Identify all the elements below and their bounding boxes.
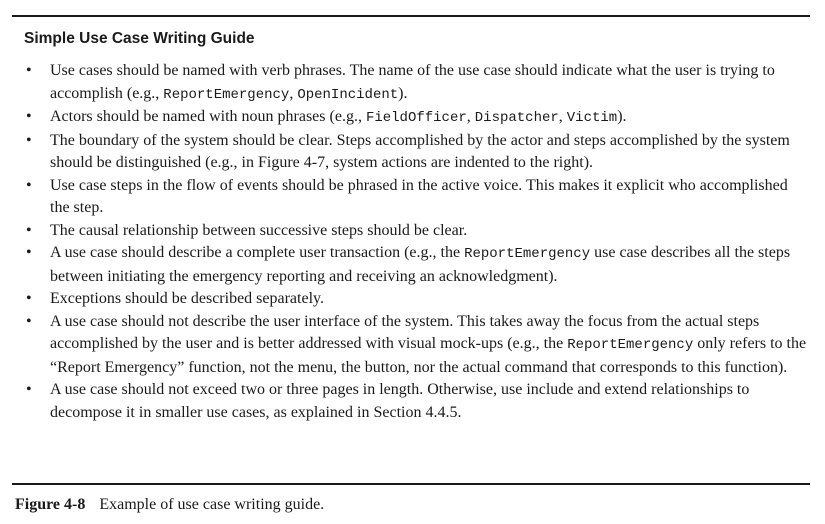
top-rule <box>12 15 810 17</box>
item-text: , <box>466 108 475 125</box>
code-term: Dispatcher <box>474 110 559 126</box>
list-item <box>0 175 808 220</box>
code-term: ReportEmergency <box>567 337 694 353</box>
figure-label: Figure 4-8 <box>15 496 86 513</box>
item-text: ). <box>398 84 408 102</box>
item-text: Use case steps in the flow of events should be phrased in the active voice. This makes it explicit who accomplished the step. <box>50 176 788 216</box>
item-text: ). <box>617 108 627 125</box>
code-term: FieldOfficer <box>365 110 467 126</box>
bottom-rule <box>12 483 810 485</box>
item-text: , <box>289 84 298 102</box>
list-item <box>0 130 808 175</box>
item-text: use case describes all the steps between initiating the emergency reporting and receiving an acknowledgment). <box>50 244 791 285</box>
list-item <box>0 379 808 424</box>
item-text: Exceptions should be described separately. <box>50 290 324 307</box>
bullet-icon: • <box>26 62 32 79</box>
list-item <box>0 288 808 311</box>
bullet-icon: • <box>26 290 32 307</box>
code-term: ReportEmergency <box>464 246 591 262</box>
figure-caption-text: Example of use case writing guide. <box>99 496 325 513</box>
item-text: The causal relationship between successive steps should be clear. <box>50 221 468 239</box>
bullet-icon: • <box>26 244 32 261</box>
item-text: A use case should not exceed two or three pages in length. Otherwise, use include and extend relationships to decompose it in smaller use cases, as explained in Section 4.4.5. <box>50 381 750 421</box>
list-item <box>0 60 808 106</box>
item-text: Actors should be named with noun phrases (e.g., <box>50 108 366 125</box>
guide-title: Simple Use Case Writing Guide <box>24 30 255 47</box>
list-item <box>0 220 808 243</box>
bullet-icon: • <box>26 221 32 239</box>
guide-list <box>0 60 825 424</box>
item-text: only refers to the “Report Emergency” function, not the menu, the button, nor the actual command that corresponds to this function). <box>50 335 807 376</box>
figure-caption <box>15 496 324 514</box>
bullet-icon: • <box>26 108 32 125</box>
bullet-icon: • <box>26 381 32 398</box>
code-term: Victim <box>566 110 618 126</box>
item-text: The boundary of the system should be clear. Steps accomplished by the actor and steps accomplished by the system should be distinguished (e.g., in Figure 4-7, system actions are indented to the right). <box>50 131 790 171</box>
list-item <box>0 242 808 288</box>
bullet-icon: • <box>26 131 32 149</box>
item-text: A use case should describe a complete user transaction (e.g., the <box>50 244 465 261</box>
code-term: ReportEmergency <box>163 86 290 103</box>
item-text: Use cases should be named with verb phrases. The name of the use case should indicate what the user is trying to accomplish (e.g., <box>50 62 775 102</box>
bullet-icon: • <box>26 312 32 330</box>
code-term: OpenIncident <box>297 86 399 103</box>
list-item <box>0 106 808 130</box>
item-text: , <box>558 108 567 125</box>
item-text: A use case should not describe the user interface of the system. This takes away the focus from the actual steps accomplished by the user and is better addressed with visual mock-ups (e.g., the <box>50 312 760 352</box>
bullet-icon: • <box>26 176 32 194</box>
list-item <box>0 311 808 380</box>
